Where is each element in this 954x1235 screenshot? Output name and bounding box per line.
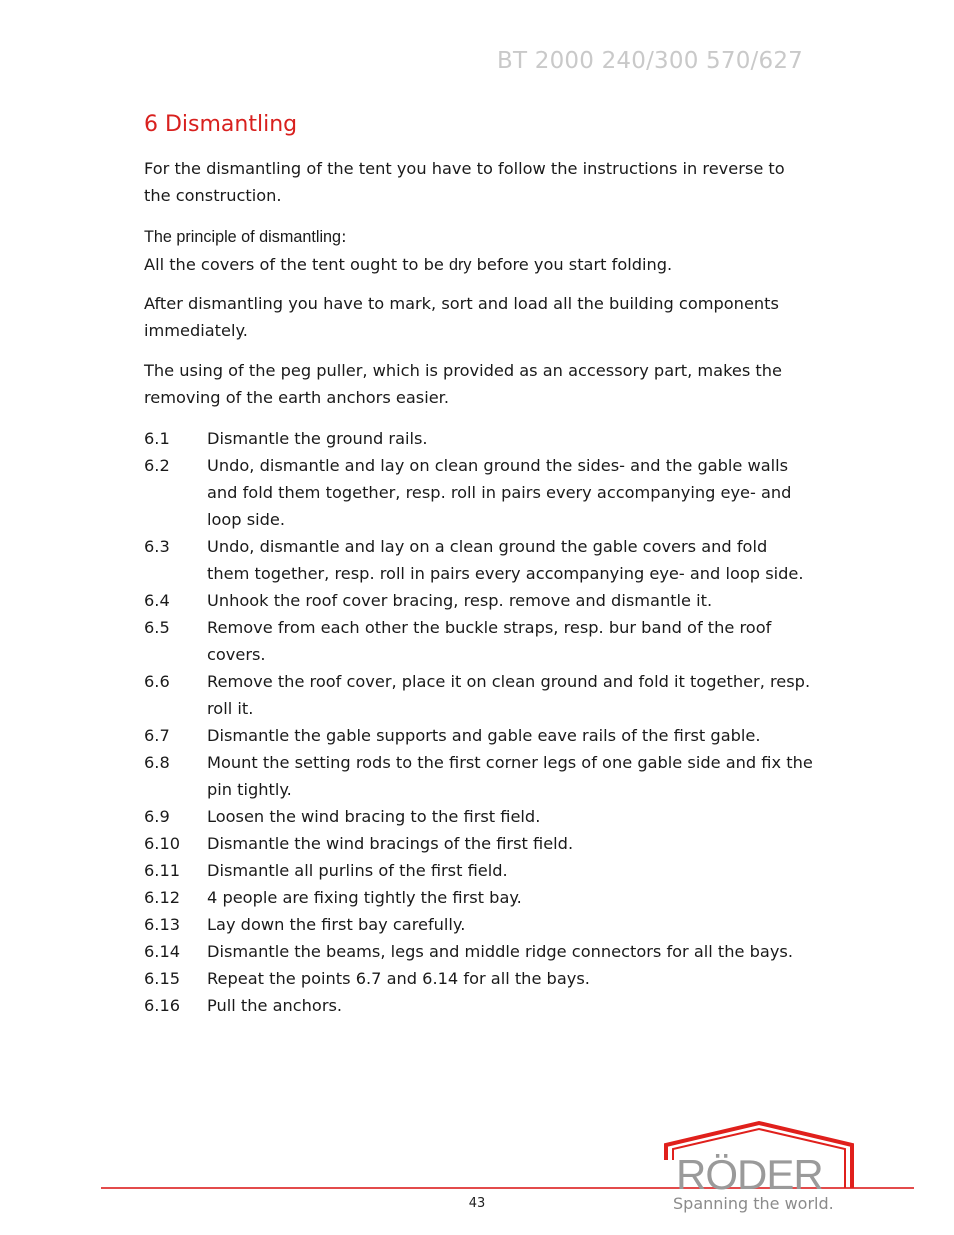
document-header-title: BT 2000 240/300 570/627 (497, 48, 803, 74)
principle-colon: : (341, 227, 347, 246)
step-text: Unhook the roof cover bracing, resp. remove and dismantle it. (207, 591, 713, 610)
list-item (144, 965, 814, 992)
principle-paragraph (144, 223, 814, 279)
list-item (144, 938, 814, 965)
logo-slogan: Spanning the world. (673, 1194, 834, 1213)
step-text: Loosen the wind bracing to the first field. (207, 807, 541, 826)
list-item (144, 749, 814, 803)
list-item (144, 533, 814, 587)
roder-logo (664, 1120, 860, 1216)
page-number: 43 (468, 1196, 486, 1211)
step-text: Pull the anchors. (207, 996, 343, 1015)
after-dismantling-paragraph: After dismantling you have to mark, sort and load all the building components immediately. (144, 294, 779, 340)
step-number: 6.5 (144, 618, 170, 637)
list-item (144, 803, 814, 830)
step-number: 6.11 (144, 861, 181, 880)
dismantling-steps-list (144, 425, 814, 1019)
list-item (144, 911, 814, 938)
step-number: 6.2 (144, 456, 170, 475)
step-text: Remove the roof cover, place it on clean ground and fold it together, resp. roll it. (207, 672, 811, 718)
step-text: Dismantle the wind bracings of the first field. (207, 834, 574, 853)
principle-label: The principle of dismantling (144, 228, 342, 246)
list-item (144, 830, 814, 857)
logo-wordmark: RÖDER (676, 1151, 823, 1198)
list-item (144, 425, 814, 452)
step-number: 6.10 (144, 834, 181, 853)
principle-emphasis: dry (449, 256, 472, 274)
intro-paragraph: For the dismantling of the tent you have to follow the instructions in reverse to the construction. (144, 159, 785, 205)
step-number: 6.16 (144, 996, 181, 1015)
step-text: Undo, dismantle and lay on a clean ground the gable covers and fold them together, resp. roll in pairs every accompanying eye- and loop side. (207, 537, 804, 583)
step-number: 6.7 (144, 726, 170, 745)
list-item (144, 884, 814, 911)
list-item (144, 452, 814, 533)
step-number: 6.1 (144, 429, 170, 448)
principle-text-after: before you start folding. (471, 255, 673, 274)
step-text: 4 people are fixing tightly the first bay. (207, 888, 522, 907)
peg-puller-paragraph: The using of the peg puller, which is provided as an accessory part, makes the removing of the earth anchors easier. (144, 361, 782, 407)
step-number: 6.8 (144, 753, 170, 772)
step-number: 6.9 (144, 807, 170, 826)
step-number: 6.13 (144, 915, 181, 934)
principle-text-before: All the covers of the tent ought to be (144, 255, 449, 274)
list-item (144, 587, 814, 614)
step-text: Dismantle the gable supports and gable eave rails of the first gable. (207, 726, 761, 745)
list-item (144, 992, 814, 1019)
section-title: 6 Dismantling (144, 112, 298, 137)
step-number: 6.3 (144, 537, 170, 556)
step-number: 6.6 (144, 672, 170, 691)
step-text: Dismantle the ground rails. (207, 429, 428, 448)
list-item (144, 614, 814, 668)
step-number: 6.15 (144, 969, 181, 988)
step-number: 6.14 (144, 942, 181, 961)
step-text: Repeat the points 6.7 and 6.14 for all the bays. (207, 969, 590, 988)
list-item (144, 857, 814, 884)
step-text: Dismantle the beams, legs and middle ridge connectors for all the bays. (207, 942, 793, 961)
step-text: Lay down the first bay carefully. (207, 915, 466, 934)
step-text: Remove from each other the buckle straps, resp. bur band of the roof covers. (207, 618, 772, 664)
step-number: 6.4 (144, 591, 170, 610)
step-number: 6.12 (144, 888, 181, 907)
list-item (144, 668, 814, 722)
list-item (144, 722, 814, 749)
step-text: Mount the setting rods to the first corner legs of one gable side and fix the pin tightly. (207, 753, 813, 799)
step-text: Undo, dismantle and lay on clean ground the sides- and the gable walls and fold them together, resp. roll in pairs every accompanying eye- and loop side. (207, 456, 792, 529)
step-text: Dismantle all purlins of the first field. (207, 861, 508, 880)
